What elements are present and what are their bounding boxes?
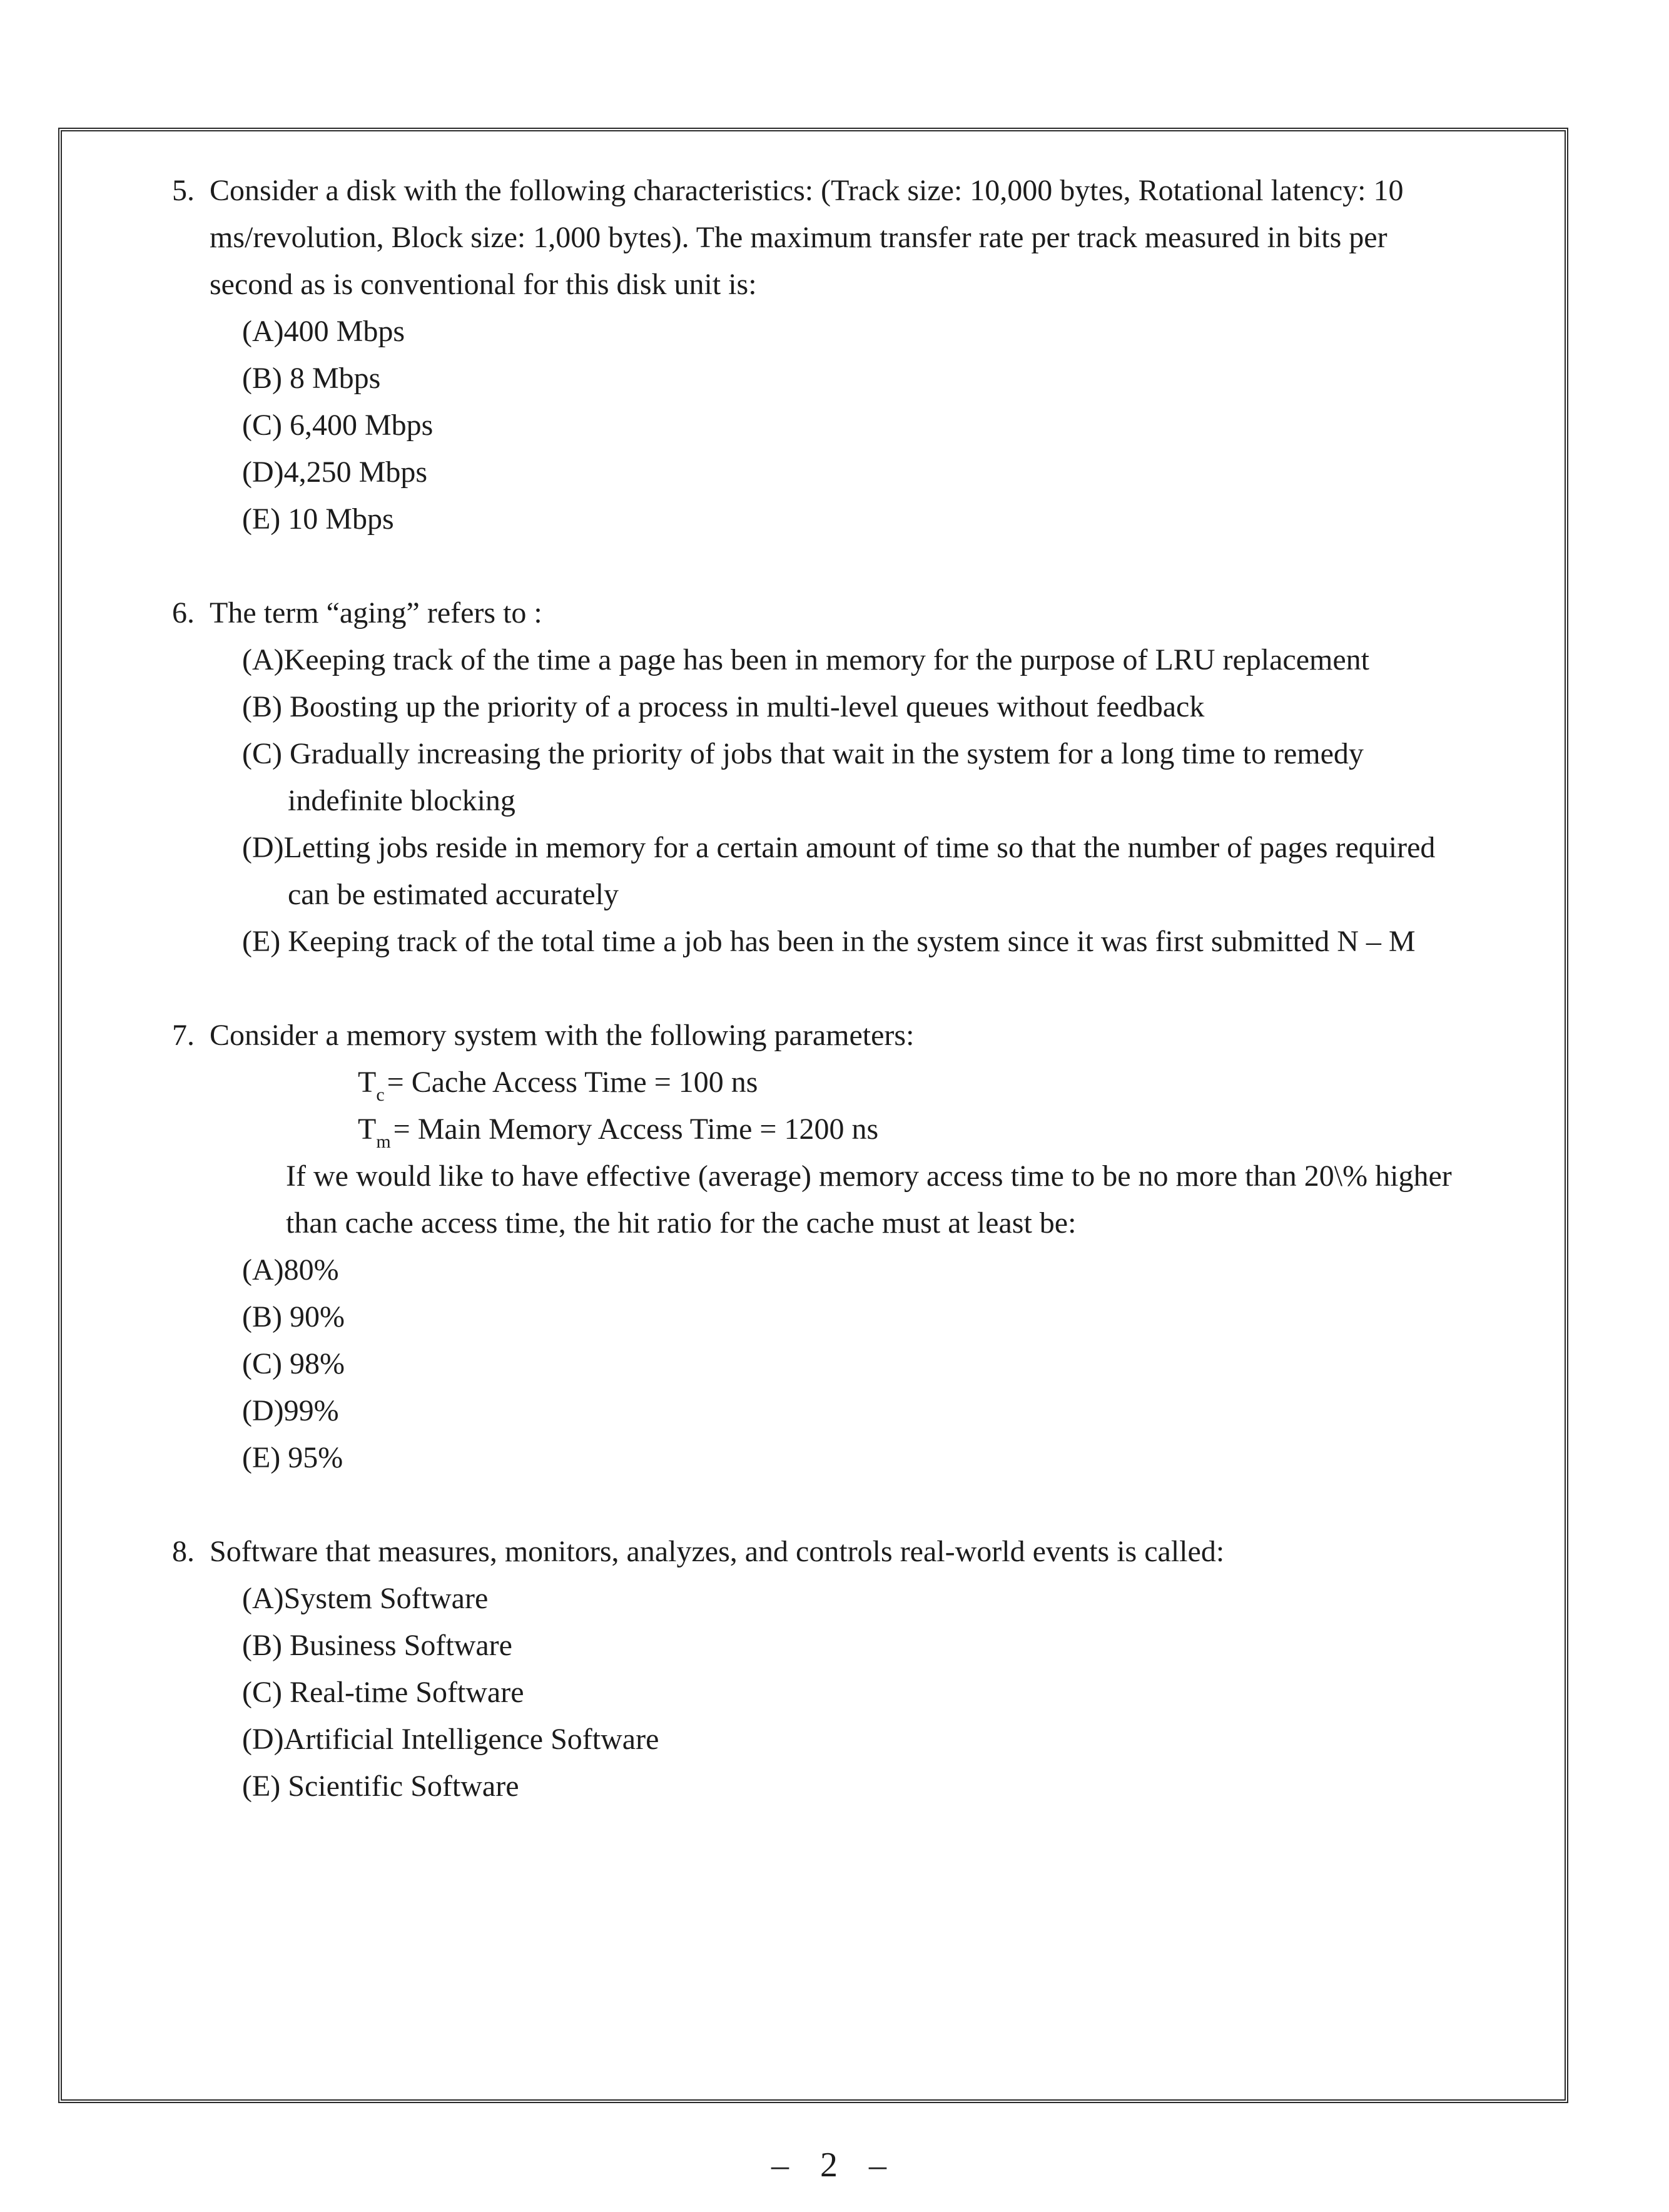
cache-subscript: c — [376, 1084, 385, 1105]
question-6-stem: 6. The term “aging” refers to : — [172, 594, 542, 632]
question-6-number: 6. — [172, 596, 195, 629]
question-7-number: 7. — [172, 1019, 195, 1052]
question-6-option-d: (D)Letting jobs reside in memory for a certain amount of time so that the number of pages required — [242, 831, 1436, 864]
question-6-option-e: (E) Keeping track of the total time a job has been in the system since it was first submitted N – M — [242, 925, 1416, 958]
question-7-option-e: (E) 95% — [242, 1441, 343, 1474]
question-6-option-c: (C) Gradually increasing the priority of jobs that wait in the system for a long time to remedy — [242, 737, 1364, 770]
question-8-option-c: (C) Real-time Software — [242, 1676, 524, 1709]
question-5-option-d: (D)4,250 Mbps — [242, 456, 427, 489]
question-7-stem: 7. Consider a memory system with the following parameters: — [172, 1017, 914, 1054]
page-number: – 2 – — [771, 2146, 898, 2184]
question-5-option-b: (B) 8 Mbps — [242, 362, 381, 395]
question-6-option-c-continued: indefinite blocking — [288, 784, 515, 817]
question-7-option-b: (B) 90% — [242, 1300, 345, 1333]
question-5-stem-line-3: second as is conventional for this disk unit is: — [210, 268, 757, 301]
question-8-stem: 8. Software that measures, monitors, analyzes, and controls real-world events is called: — [172, 1533, 1224, 1571]
question-6-option-b: (B) Boosting up the priority of a process in multi-level queues without feedback — [242, 690, 1205, 723]
question-8-number: 8. — [172, 1535, 195, 1568]
question-8-option-e: (E) Scientific Software — [242, 1770, 519, 1803]
question-5-option-e: (E) 10 Mbps — [242, 502, 394, 536]
question-5-number: 5. — [172, 174, 195, 207]
question-6-option-a: (A)Keeping track of the time a page has been in memory for the purpose of LRU replacement — [242, 643, 1369, 676]
question-8-option-a: (A)System Software — [242, 1582, 489, 1615]
question-5-option-a: (A)400 Mbps — [242, 315, 405, 348]
cache-access-time-parameter: $T_c=$ Cache Access Time = 100 ns — [358, 1066, 758, 1105]
question-8-option-b: (B) Business Software — [242, 1629, 512, 1662]
question-6-option-d-continued: can be estimated accurately — [288, 878, 619, 911]
question-8-option-d: (D)Artificial Intelligence Software — [242, 1723, 659, 1756]
question-7-option-d: (D)99% — [242, 1394, 339, 1427]
question-7-option-a: (A)80% — [242, 1253, 339, 1287]
memory-subscript: m — [376, 1131, 391, 1152]
main-memory-access-time-parameter: $T_m=$ Main Memory Access Time = 1200 ns — [358, 1113, 879, 1152]
question-5-stem-line-2: ms/revolution, Block size: 1,000 bytes). The maximum transfer rate per track measured in bits per — [210, 221, 1387, 254]
question-5-stem-line-1: 5. Consider a disk with the following characteristics: (Track size: 10,000 bytes, Rotational latency: 10 — [172, 172, 1404, 210]
question-7-question-line-2: than cache access time, the hit ratio for the cache must at least be: — [286, 1206, 1077, 1240]
question-7-question-line-1: If we would like to have effective (average) memory access time to be no more than 20\% higher — [286, 1160, 1452, 1193]
question-7-option-c: (C) 98% — [242, 1347, 345, 1380]
question-5-option-c: (C) 6,400 Mbps — [242, 409, 434, 442]
